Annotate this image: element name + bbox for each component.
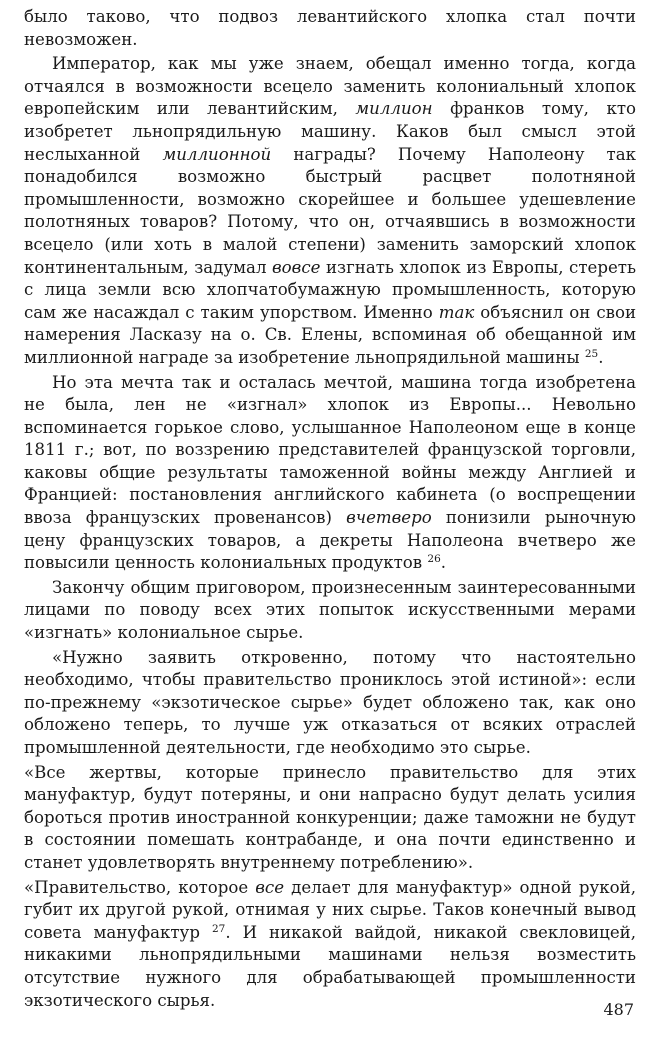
footnote-ref: 26 [427,553,441,566]
text-run: . И никакой вайдой, никакой свекловицей, никакими льнопрядильными машинами нельзя возместить отсутствие нужного для обрабатывающей промышленности экзотического сырья. [24,922,637,1010]
text-run: . [598,347,604,367]
text-run: награды? Почему Наполеону так понадобился возможно быстрый расцвет полотняной промышленности, возможно скорейшее и большее удешевление полотняных товаров? Потому, что он, отчаявшись в возможности всецело (или хоть в малой степени) заменить заморский хлопок континентальным, задумал [24,144,636,277]
paragraph [24,6,636,51]
italic-text: вчетверо [346,508,432,528]
text-run: Закончу общим приговором, произнесенным заинтересованными лицами по поводу всех этих попыток искусственными мерами «изгнать» колониальное сырье. [24,577,636,643]
text-run: «Нужно заявить откровенно, потому что настоятельно необходимо, чтобы правительство прониклось этой истиной»: если по-прежнему «экзотическое сырье» будет обложено так, как оно обложено теперь, то лучше уж отказаться от всяких отраслей промышленной деятельности, где необходимо это сырье. [24,647,636,757]
paragraph [24,647,636,760]
text-run: франков тому, кто изобретет льнопрядильную машину. Каков был смысл этой неслыханной [24,99,636,164]
page-body [24,6,636,1012]
italic-text: вовсе [272,257,321,277]
italic-text: миллион [355,99,433,119]
paragraph [24,53,636,369]
text-run: изгнать хлопок из Европы, стереть с лица земли всю хлопчатобумажную промышленность, которую сам же насаждал с таким упорством. Именно [24,257,637,322]
paragraph [24,372,636,575]
page-number: 487 [603,1000,634,1019]
text-run: Император, как мы уже знаем, обещал именно тогда, когда отчаялся в возможности всецело заменить колониальный хлопок европейским или левантийским, [24,54,636,119]
text-run: было таково, что подвоз левантийского хлопка стал почти невозможен. [24,7,636,49]
text-run: делает для мануфактур» одной рукой, губит их другой рукой, отнимая у них сырье. Таков конечный вывод совета мануфактур [24,877,636,942]
paragraph [24,577,636,645]
paragraph [24,762,636,875]
text-run: объяснил он свои намерения Ласказу на о. Св. Елены, вспоминая об обещанной им миллионной награде за изобретение льнопрядильной машины [24,302,637,367]
text-run: . [440,553,447,573]
italic-text: так [438,302,475,322]
italic-text: миллионной [162,144,272,164]
text-run: «Все жертвы, которые принесло правительство для этих мануфактур, будут потеряны, и они напрасно будут делать усилия бороться против иностранной конкуренции; даже таможни не будут в состоянии помешать контрабанде, и она почти единственно и станет удовлетворять внутреннему потреблению». [24,762,636,872]
text-run: Но эта мечта так и осталась мечтой, машина тогда изобретена не была, лен не «изгнал» хлопок из Европы... Невольно вспоминается горькое слово, услышанное Наполеоном еще в конце 1811 г.; вот, по воззрению представителей французской торговли, каковы общие результаты таможенной войны между Англией и Францией: постановления английского кабинета (о воспрещении ввоза французских провенансов) [24,372,636,528]
footnote-ref: 27 [211,922,226,935]
italic-text: все [255,877,285,897]
footnote-ref: 25 [584,347,599,360]
text-run: понизили рыночную цену французских товаров, а декреты Наполеона вчетверо же повысили ценность колониальных продуктов [24,508,636,573]
paragraph [24,877,636,1013]
text-run: «Правительство, которое [24,877,256,897]
